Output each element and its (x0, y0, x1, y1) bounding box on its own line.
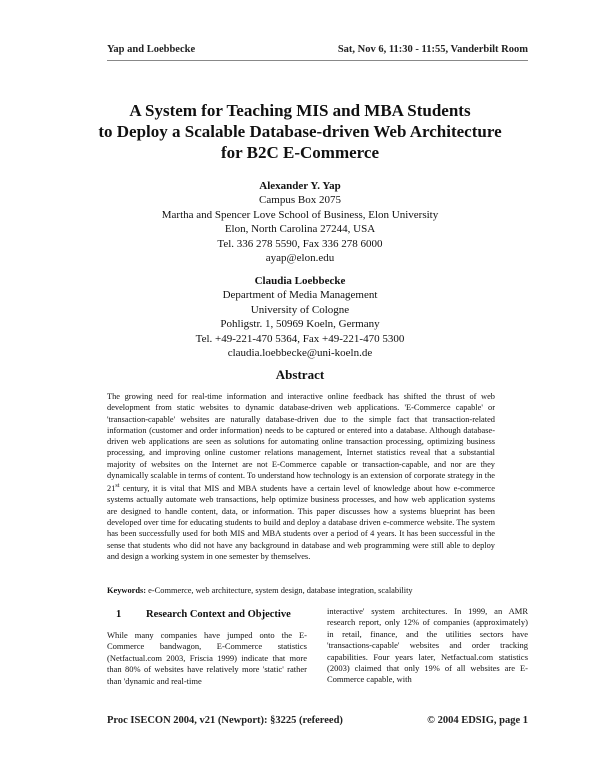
author-block-2 (100, 274, 500, 360)
author-address-line: Elon, North Carolina 27244, USA (224, 223, 376, 236)
running-header-session: Sat, Nov 6, 11:30 - 11:55, Vanderbilt Room (337, 44, 528, 55)
abstract-text-part-1: The growing need for real-time information and interactive online feedback has shifted the thrust of web development from static websites to dynamic database-driven web applications. 'E-Commerce capable' or 'transaction-capable' websites are naturally database-driven due to the simple fact that transaction-related information (customer and order information) needs to be captured or entered into a database. Although database-driven web applications are seen as solutions for automating online transaction processing, optimizing business processing, and improving online customer relations management, Internet statistics reveal that a substantial majority of websites on the Internet are not E-Commerce capable or transaction-capable, and nor are they dynamically scalable in terms of content. To understand how technology is an extension of corporate strategy in the 21 (107, 392, 495, 494)
abstract-heading: Abstract (275, 367, 325, 382)
title-line-3: for B2C E-Commerce (221, 143, 379, 162)
footer-citation: Proc ISECON 2004, v21 (Newport): §3225 (refereed) (107, 715, 343, 726)
paper-title (80, 100, 520, 163)
footer-page-info: © 2004 EDSIG, page 1 (427, 715, 528, 726)
author-address-line: Pohligstr. 1, 50969 Koeln, Germany (220, 318, 380, 331)
author-name: Claudia Loebbecke (254, 275, 346, 287)
running-header-authors: Yap and Loebbecke (107, 44, 196, 55)
author-affiliation: Martha and Spencer Love School of Business, Elon University (161, 208, 439, 221)
author-email: claudia.loebbecke@uni-koeln.de (227, 347, 373, 360)
author-phone: Tel. 336 278 5590, Fax 336 278 6000 (217, 237, 383, 250)
body-left-column: While many companies have jumped onto the E-Commerce bandwagon, E-Commerce statistics (Netfactual.com 2003, Friscia 1999) indicate that more than 80% of websites have relatively more 'static' rather than 'dynamic and real-time (107, 630, 307, 686)
abstract-text-part-2: century, it is vital that MIS and MBA students have a certain level of knowledge about how e-commerce systems actually automate web transactions, help optimize business processes, and how web application systems are designed to handle content, data, or information. This paper discusses how a systems blueprint has been developed over time for educating students to build and deploy a database driven e-commerce website. The system has been successfully used for both MIS and MBA students over a period of 4 years. It has been successful in the sense that students who did not have any background in database and web programming were still able to deploy and design a working system in one semester by themselves. (107, 484, 495, 561)
author-phone: Tel. +49-221-470 5364, Fax +49-221-470 5300 (195, 332, 405, 345)
section-title: Research Context and Objective (146, 609, 291, 620)
section-number: 1 (116, 609, 122, 620)
section-heading (107, 609, 307, 620)
body-right-column: interactive' system architectures. In 1999, an AMR research report, only 12% of companies (approximately) in retail, finance, and the utilities sectors have 'transactions-capable' websites and order tracking capabilities. Four years later, Netfactual.com statistics (2003) claimed that only 19% of all websites are E-Commerce capable, with (327, 606, 528, 685)
abstract-body (107, 391, 495, 562)
author-affiliation: Department of Media Management (222, 289, 378, 302)
title-line-2: to Deploy a Scalable Database-driven Web Architecture (98, 122, 502, 141)
title-line-1: A System for Teaching MIS and MBA Students (129, 101, 471, 120)
author-email: ayap@elon.edu (265, 252, 335, 265)
author-block-1 (100, 179, 500, 265)
author-affiliation: University of Cologne (250, 303, 350, 316)
keywords-line (107, 585, 527, 596)
author-address-line: Campus Box 2075 (259, 194, 341, 207)
author-name: Alexander Y. Yap (259, 180, 341, 192)
ordinal-superscript: st (115, 483, 120, 490)
keywords-text: e-Commerce, web architecture, system design, database integration, scalability (146, 586, 413, 595)
keywords-label: Keywords: (107, 586, 147, 595)
header-rule (107, 60, 528, 61)
